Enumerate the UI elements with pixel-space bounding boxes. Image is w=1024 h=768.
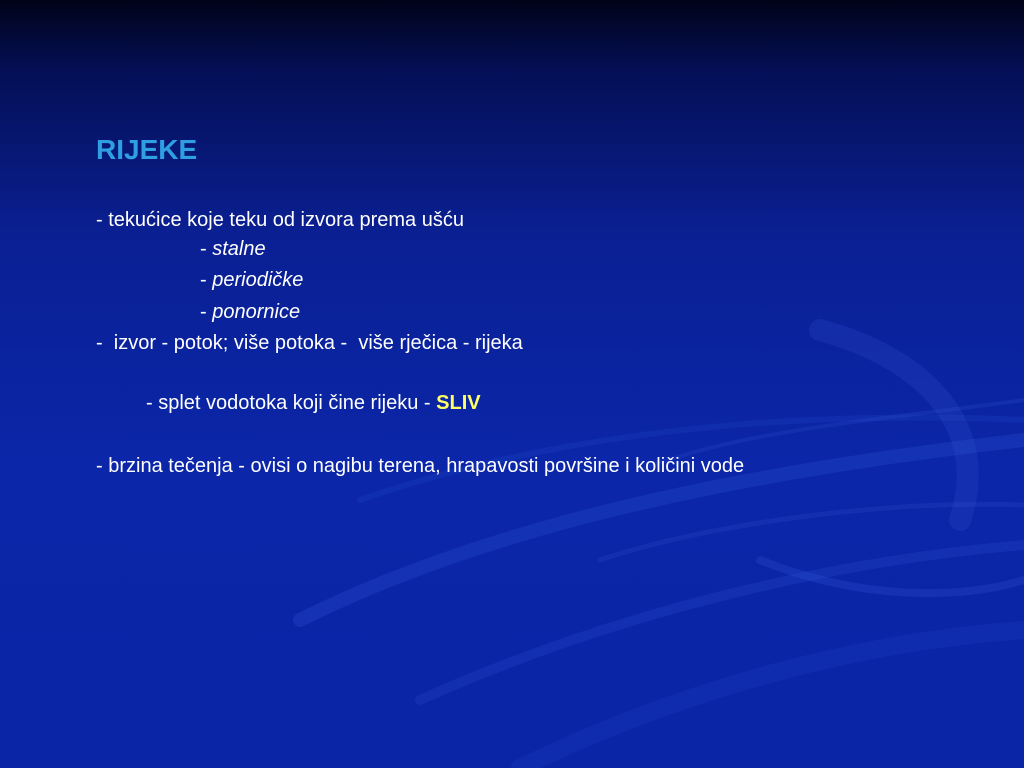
sub-bullet-stalne [200, 237, 266, 261]
slide-title: RIJEKE [96, 134, 198, 165]
bullet-river-formation: - izvor - potok; više potoka - više rječica - rijeka [96, 332, 523, 354]
bullet-flow-speed: - brzina tečenja - ovisi o nagibu terena, hrapavosti površine i količini vode [96, 455, 745, 477]
sub-bullet-text: stalne [212, 238, 266, 260]
sub-bullet-dash: - [200, 301, 213, 323]
sub-bullet-ponornice [200, 300, 300, 324]
bullet-definition: - tekućice koje teku od izvora prema ušću [96, 209, 464, 231]
sub-bullet-dash: - [200, 238, 213, 260]
sliv-prefix-text: - splet vodotoka koji čine rijeku - [146, 392, 437, 414]
sliv-highlight: SLIV [436, 392, 481, 414]
sub-bullet-text: periodičke [212, 269, 304, 291]
sub-bullet-dash: - [200, 269, 213, 291]
sub-bullet-periodicke [200, 268, 303, 292]
sub-bullet-text: ponornice [212, 301, 301, 323]
bullet-sliv [146, 391, 481, 415]
